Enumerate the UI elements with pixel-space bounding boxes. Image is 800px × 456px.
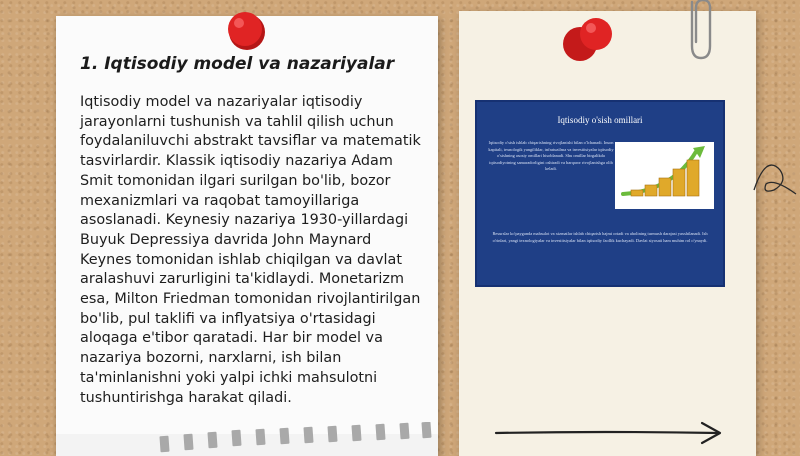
note-heading: 1. Iqtisodiy model va nazariyalar (80, 54, 395, 74)
note-body-text: Iqtisodiy model va nazariyalar iqtisodiy jarayonlarni tushunish va tahlil qilish uchun foydalaniluvchi abstrakt tavsiflar va matematik tasvirlardir. Klassik iqtisodiy nazariya Adam Smit tomonidan ilgari surilgan bo'lib, bozor mexanizmlari va raqobat tamoyillariga asoslanadi. Keynesiy nazariya 1930-yillardagi Buyuk Depressiya davrida John Maynard Keynes tomonidan ishlab chiqilgan va davlat aralashuvi zarurligini ta'kidlaydi. Monetarizm esa, Milton Friedman tomonidan rivojlantirilgan bo'lib, pul taklifi va inflyatsiya o'rtasidagi aloqaga e'tibor qaratadi. Har bir model va nazariya bozorni, narxlarni, ish bilan ta'minlanishni yoki yalpi ichki mahsulotni tushuntirishga harakat qiladi. (80, 94, 421, 406)
scribble-loop (752, 150, 800, 220)
slide-thumbnail (475, 100, 725, 287)
torn-edge (56, 422, 438, 456)
slide-title: Iqtisodiy o'sish omillari (557, 115, 643, 125)
push-pin-icon (560, 14, 620, 66)
arrow-right-icon (494, 420, 726, 446)
coin-stacks-growth-icon (615, 142, 714, 209)
push-pin-icon (224, 8, 270, 54)
slide-paragraph: Iqtisodiy o'sish ishlab chiqarishning rivojlanishi bilan o'lchanadi. Inson kapitali, texnologik yangiliklar, infratuzilma va investitsiyalar iqtisodiy o'sishning asosiy omillari hisoblanadi. Shu omillar birgalikda iqtisodiyotning samaradorligini oshiradi va barqaror rivojlanishga olib keladi. (488, 140, 614, 172)
paper-clip-icon (682, 0, 716, 64)
slide-footer-text: Resurslar ko'payganda mahsulot va xizmatlar ishlab chiqarish hajmi ortadi va aholining turmush darajasi yaxshilanadi. Ish o'rinlari, yangi texnologiyalar va investitsiyalar bilan iqtisodiy faollik kuchayadi. Davlat siyosati ham muhim rol o'ynaydi. (492, 231, 708, 243)
